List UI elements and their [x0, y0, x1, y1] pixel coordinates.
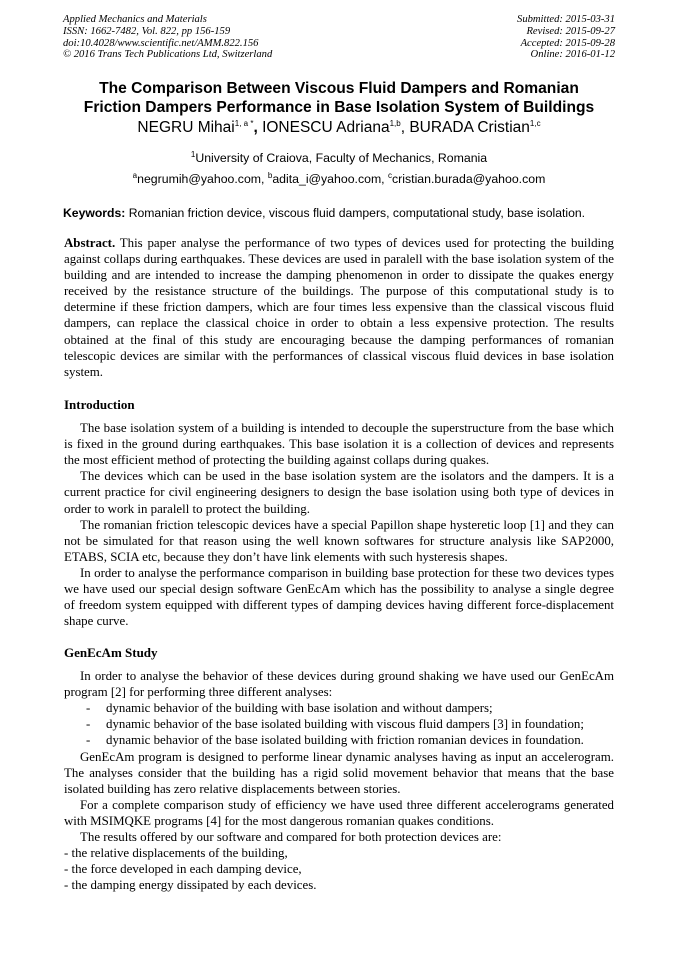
affiliation-text: University of Craiova, Faculty of Mechanics, Romania: [195, 151, 488, 166]
author-name: NEGRU Mihai: [137, 119, 235, 137]
revised-date: Revised: 2015-09-27: [526, 25, 615, 37]
list-item: [86, 700, 614, 716]
dash: -: [86, 701, 91, 716]
copyright: © 2016 Trans Tech Publications Ltd, Switzerland: [63, 49, 273, 61]
author-sup: 1, a *: [234, 119, 254, 128]
dash: -: [86, 717, 91, 732]
paragraph: The devices which can be used in the base isolation system are the isolators and the dampers. It is a current practice for civil engineering designers to design the base isolation using both type of devices in order to work in paralell to protect the building.: [64, 469, 614, 516]
email-sup: a: [132, 171, 138, 180]
paragraph: For a complete comparison study of efficiency we have used three different accelerograms generated with MSIMQKE programs [4] for the most dangerous romanian quakes conditions.: [64, 797, 614, 828]
title-line: Friction Dampers Performance in Base Isolation System of Buildings: [83, 99, 595, 116]
email-sup: c: [388, 171, 393, 180]
abstract-text: This paper analyse the performance of two types of devices used for protecting the building against collaps during earthquakes. These devices are used in paralell with the base isolation system of the building and are intended to increase the damping phenomenon in order to dissipate the quakes energy received by the resistance structure of the buildings. The purpose of this computational study is to determine if these friction dampers, which are four times less expensive than the classical viscous fluid dampers, can replace the classical choice in order to obtain a less expensive protection. The results obtained at the final of this study are encouraging because the damping performances of romanian telescopic devices are similar with the performances of classical viscous fluid devices in base isolation system.: [64, 236, 614, 379]
affiliation: [0, 150, 678, 165]
paper-title: [30, 79, 648, 117]
keywords-text: Romanian friction device, viscous fluid dampers, computational study, base isolation.: [125, 206, 586, 220]
journal-info: [63, 14, 272, 61]
email-sup: b: [267, 171, 273, 180]
list-item: - the force developed in each damping device,: [64, 862, 302, 877]
affiliation-sup: 1: [190, 150, 196, 159]
list-item-text: dynamic behavior of the base isolated building with viscous fluid dampers [3] in foundation;: [106, 717, 584, 732]
paragraph: In order to analyse the performance comparison in building base protection for these two devices types we have used our special design software GenEcAm which has the possibility to analyse a single degree of freedom system equipped with different types of damping devices having different force-displacement shape curve.: [64, 565, 614, 629]
list-item-text: dynamic behavior of the building with base isolation and without dampers;: [106, 701, 493, 716]
abstract-label: Abstract.: [64, 236, 116, 250]
keywords-label: Keywords:: [63, 206, 126, 220]
list-item-text: dynamic behavior of the base isolated building with friction romanian devices in foundation.: [106, 733, 584, 748]
title-line: The Comparison Between Viscous Fluid Dampers and Romanian: [99, 80, 579, 97]
results-list: [64, 845, 614, 893]
introduction-section: [64, 397, 614, 629]
list-item: - the relative displacements of the building,: [64, 846, 288, 861]
email: adita_i@yahoo.com,: [272, 172, 389, 187]
list-item: [86, 716, 614, 732]
email: cristian.burada@yahoo.com: [392, 172, 546, 187]
section-heading: GenEcAm Study: [64, 645, 158, 660]
accepted-date: Accepted: 2015-09-28: [520, 37, 615, 49]
author-sup: 1,b: [389, 119, 401, 128]
paragraph: GenEcAm program is designed to performe linear dynamic analyses having as input an accelerogram. The analyses consider that the building has a rigid solid movement behavior that means that the base isolated building has zero relative displacements between stories.: [64, 749, 614, 796]
paragraph: The base isolation system of a building is intended to decouple the superstructure from the base which is fixed in the ground during earthquakes. This base isolation it is a collection of devices and represents the most efficient method of protecting the building against collaps during quakes.: [64, 421, 614, 468]
author-name: BURADA Cristian: [409, 119, 530, 137]
paragraph: In order to analyse the behavior of these devices during ground shaking we have used our GenEcAm program [2] for performing three different analyses:: [64, 669, 614, 700]
paragraph: The romanian friction telescopic devices have a special Papillon shape hysteretic loop [1] and they can not be simulated for that reason using the well known softwares for structure analysis like SAP2000, ETABS, SCIA etc, because they don’t have link elements with such hysteresis shapes.: [64, 517, 614, 564]
author-sup: 1,c: [529, 119, 541, 128]
list-item: [86, 732, 614, 748]
doi: doi:10.4028/www.scientific.net/AMM.822.156: [63, 37, 259, 49]
abstract: [64, 235, 614, 380]
list-item: - the damping energy dissipated by each devices.: [64, 878, 317, 893]
authors: NEGRU Mihai$^{1, a *}$, IONESCU Adriana$^{1,b}$, BURADA Cristian$^{1,c}$: [137, 119, 541, 137]
analysis-list: [64, 700, 614, 748]
dates-info: [517, 14, 615, 61]
section-heading: Introduction: [64, 397, 135, 412]
paragraph: The results offered by our software and compared for both protection devices are:: [80, 830, 502, 845]
author-name: IONESCU Adriana: [262, 119, 390, 137]
journal-name: Applied Mechanics and Materials: [63, 14, 207, 25]
online-date: Online: 2016-01-12: [530, 49, 615, 61]
email: negrumih@yahoo.com,: [137, 172, 268, 187]
emails: [0, 171, 678, 186]
issn: ISSN: 1662-7482, Vol. 822, pp 156-159: [63, 25, 231, 37]
keywords: [63, 206, 623, 220]
dash: -: [86, 733, 91, 748]
genecam-section: [64, 645, 614, 893]
submitted-date: Submitted: 2015-03-31: [517, 14, 615, 25]
